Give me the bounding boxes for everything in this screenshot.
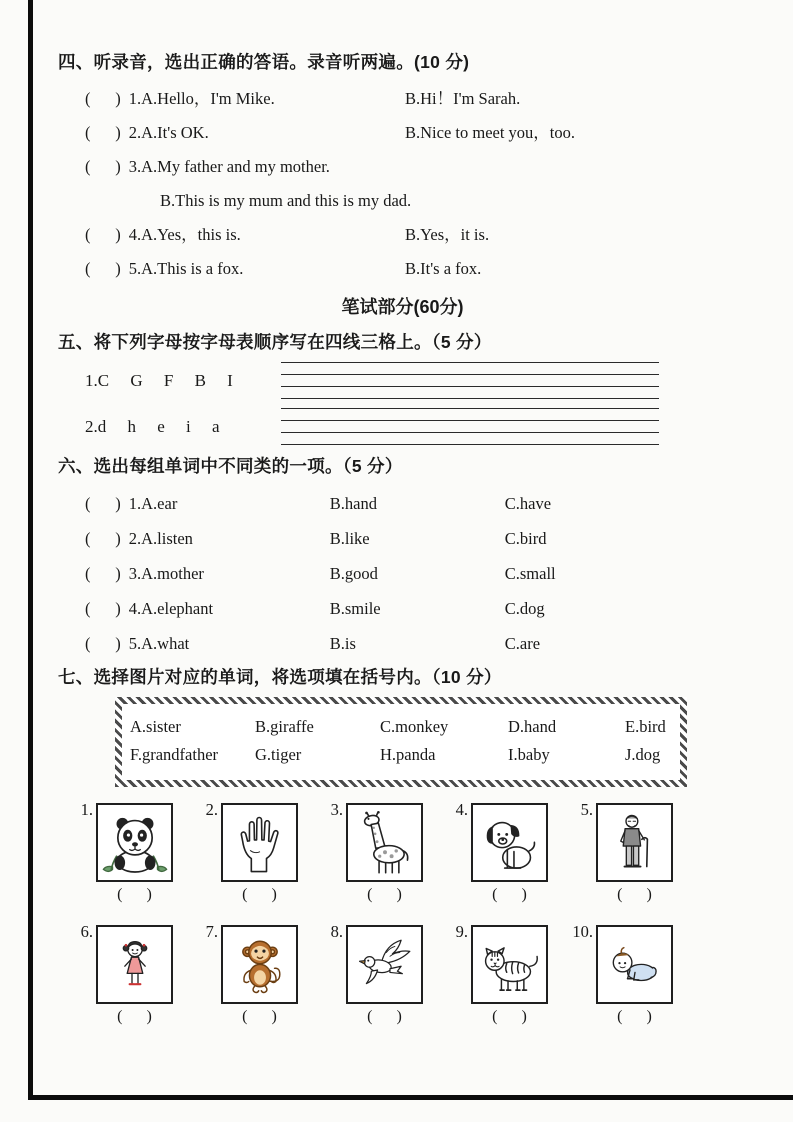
picture-cell-monkey <box>196 922 321 1034</box>
section-6-title: 六、选出每组单词中不同类的一项。（5 分） <box>58 456 403 476</box>
word-bank-item: A.sister <box>130 717 181 736</box>
picture-number: 1. <box>80 800 93 819</box>
question-left <box>85 252 405 286</box>
option-a: 3.A.mother <box>128 564 204 583</box>
answer-bracket[interactable]: ( ) <box>85 157 121 176</box>
picture-number: 4. <box>455 800 468 819</box>
answer-bracket[interactable]: ( ) <box>117 1008 152 1025</box>
option-c: C.are <box>504 634 541 653</box>
answer-bracket[interactable]: ( ) <box>242 886 277 903</box>
option-a: 5.A.what <box>128 634 190 653</box>
question-row <box>58 521 747 556</box>
picture-number: 2. <box>205 800 218 819</box>
grandfather-icon <box>604 809 666 877</box>
answer-bracket[interactable]: ( ) <box>85 89 121 108</box>
picture-cell-sister <box>71 922 196 1034</box>
answer-bracket[interactable]: ( ) <box>85 599 121 618</box>
answer-bracket[interactable]: ( ) <box>85 225 121 244</box>
picture-number: 6. <box>80 922 93 941</box>
option-b: B.like <box>329 529 370 548</box>
hand-icon <box>229 810 291 876</box>
panda-icon <box>102 810 168 876</box>
answer-bracket[interactable]: ( ) <box>117 886 152 903</box>
question-row <box>58 218 747 252</box>
question-row <box>58 82 747 116</box>
baby-icon <box>601 934 669 996</box>
question-row <box>58 591 747 626</box>
giraffe-icon <box>352 810 418 876</box>
answer-bracket[interactable]: ( ) <box>85 494 121 513</box>
option-b: B.Hi！I'm Sarah. <box>405 89 521 108</box>
option-b: B.This is my mum and this is my dad. <box>160 191 412 210</box>
answer-bracket[interactable]: ( ) <box>242 1008 277 1025</box>
question-left <box>85 150 405 184</box>
word-bank-item: I.baby <box>508 745 550 764</box>
picture-cell-giraffe <box>321 800 446 912</box>
four-line-grid[interactable] <box>281 362 659 399</box>
word-bank <box>115 697 687 787</box>
picture-cell-tiger <box>446 922 571 1034</box>
section-4-title: 四、听录音，选出正确的答语。录音听两遍。(10 分) <box>58 52 470 72</box>
picture-number: 3. <box>330 800 343 819</box>
dog-icon <box>477 810 543 876</box>
bird-icon <box>352 934 418 996</box>
written-part-title: 笔试部分(60分) <box>341 297 464 317</box>
option-b: B.Yes，it is. <box>405 225 490 244</box>
option-c: C.dog <box>504 599 545 618</box>
word-bank-row <box>130 713 680 741</box>
picture-box <box>346 925 423 1004</box>
question-left <box>85 218 405 252</box>
option-b: B.hand <box>329 494 377 513</box>
section-4-listening <box>58 50 747 286</box>
word-bank-item: G.tiger <box>255 745 302 764</box>
letter-sequence: 2.d h e i a <box>85 416 220 436</box>
option-b: B.is <box>329 634 356 653</box>
question-row <box>58 486 747 521</box>
word-bank-item: D.hand <box>508 717 557 736</box>
picture-box <box>596 803 673 882</box>
option-c: C.bird <box>504 529 547 548</box>
section-7-title: 七、选择图片对应的单词，将选项填在括号内。（10 分） <box>58 667 502 687</box>
answer-bracket[interactable]: ( ) <box>492 1008 527 1025</box>
answer-bracket[interactable]: ( ) <box>367 1008 402 1025</box>
question-row <box>58 116 747 150</box>
picture-number: 8. <box>330 922 343 941</box>
picture-cell-hand <box>196 800 321 912</box>
option-a: 1.A.ear <box>128 494 178 513</box>
answer-bracket[interactable]: ( ) <box>367 886 402 903</box>
answer-bracket[interactable]: ( ) <box>617 886 652 903</box>
option-a: 3.A.My father and my mother. <box>128 157 330 176</box>
tiger-icon <box>477 932 543 998</box>
answer-bracket[interactable]: ( ) <box>85 564 121 583</box>
option-a: 4.A.elephant <box>128 599 214 618</box>
word-bank-row <box>130 741 680 769</box>
answer-bracket[interactable]: ( ) <box>492 886 527 903</box>
word-bank-item: F.grandfather <box>130 745 219 764</box>
picture-cell-baby <box>571 922 696 1034</box>
letter-row <box>58 362 747 399</box>
monkey-icon <box>227 931 293 999</box>
option-c: C.small <box>504 564 556 583</box>
answer-bracket[interactable]: ( ) <box>85 123 121 142</box>
question-left <box>85 82 405 116</box>
picture-cell-bird <box>321 922 446 1034</box>
answer-bracket[interactable]: ( ) <box>85 259 121 278</box>
word-bank-item: J.dog <box>625 745 661 764</box>
picture-box <box>221 803 298 882</box>
question-row <box>58 556 747 591</box>
question-row <box>58 626 747 661</box>
option-b: B.smile <box>329 599 381 618</box>
section-5-alphabet <box>58 330 747 445</box>
picture-box <box>596 925 673 1004</box>
picture-number: 5. <box>580 800 593 819</box>
picture-box <box>221 925 298 1004</box>
section-7-match-pictures <box>58 665 747 1034</box>
word-bank-item: E.bird <box>625 717 666 736</box>
question-row <box>58 252 747 286</box>
four-line-grid[interactable] <box>281 408 659 445</box>
picture-grid <box>71 800 747 1034</box>
answer-bracket[interactable]: ( ) <box>617 1008 652 1025</box>
question-row-continuation <box>58 184 747 218</box>
option-a: 2.A.It's OK. <box>128 123 209 142</box>
picture-cell-grandfather <box>571 800 696 912</box>
sister-icon <box>105 931 165 999</box>
option-b: B.good <box>329 564 378 583</box>
option-c: C.have <box>504 494 552 513</box>
picture-box <box>96 803 173 882</box>
picture-number: 7. <box>205 922 218 941</box>
option-a: 1.A.Hello，I'm Mike. <box>128 89 275 108</box>
word-bank-item: B.giraffe <box>255 717 314 736</box>
letter-sequence: 1.C G F B I <box>85 370 233 390</box>
picture-box <box>96 925 173 1004</box>
word-bank-item: H.panda <box>380 745 436 764</box>
section-5-title: 五、将下列字母按字母表顺序写在四线三格上。（5 分） <box>58 332 492 352</box>
option-a: 2.A.listen <box>128 529 193 548</box>
option-a: 5.A.This is a fox. <box>128 259 244 278</box>
picture-cell-dog <box>446 800 571 912</box>
question-left <box>85 116 405 150</box>
picture-number: 9. <box>455 922 468 941</box>
option-b: B.Nice to meet you，too. <box>405 123 576 142</box>
picture-cell-panda <box>71 800 196 912</box>
picture-box <box>346 803 423 882</box>
option-b: B.It's a fox. <box>405 259 482 278</box>
picture-box <box>471 803 548 882</box>
answer-bracket[interactable]: ( ) <box>85 634 121 653</box>
section-6-odd-one-out <box>58 454 747 661</box>
letter-row <box>58 408 747 445</box>
option-a: 4.A.Yes，this is. <box>128 225 241 244</box>
scan-edge-bottom <box>28 1095 793 1100</box>
question-row <box>58 150 747 184</box>
picture-box <box>471 925 548 1004</box>
word-bank-item: C.monkey <box>380 717 449 736</box>
picture-number: 10. <box>572 922 593 941</box>
answer-bracket[interactable]: ( ) <box>85 529 121 548</box>
scan-edge-left <box>28 0 33 1100</box>
